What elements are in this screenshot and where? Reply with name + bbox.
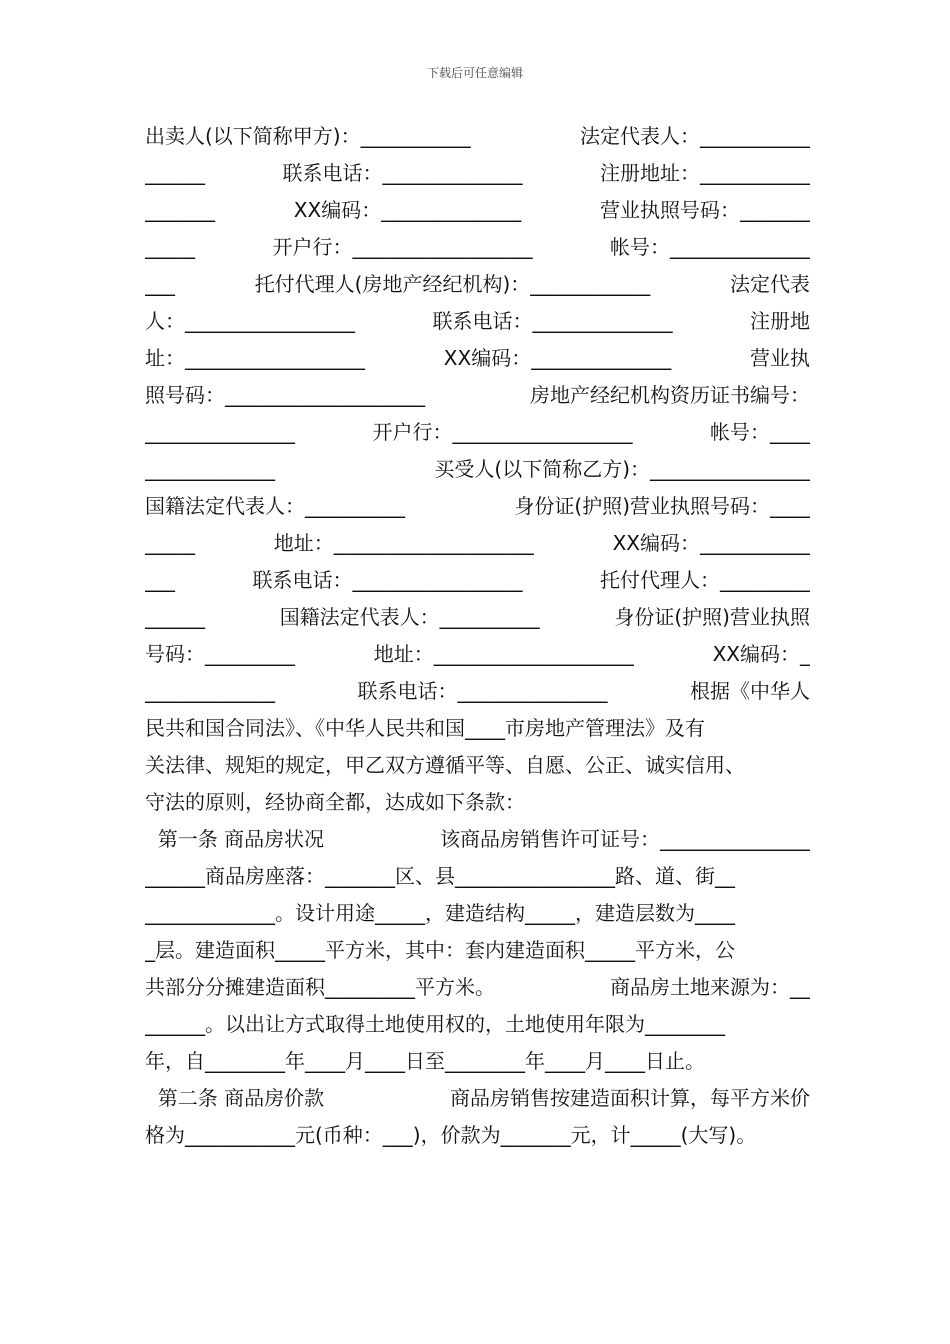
- line-segment: 托付代理人(房地产经纪机构)：____________: [254, 272, 651, 296]
- line-segment: 法定代表: [729, 272, 810, 296]
- contract-line: [145, 1043, 810, 1080]
- line-segment: 商品房销售按建造面积计算，每平方米价: [450, 1086, 810, 1110]
- line-segment: 地址：____________________: [373, 642, 634, 666]
- line-segment: 买受人(以下简称乙方)：________________: [434, 457, 810, 481]
- line-segment: 托付代理人：_________: [600, 568, 810, 592]
- line-segment: XX编码：______________: [293, 198, 522, 222]
- line-segment: 开户行：__________________: [372, 420, 633, 444]
- line-segment: _____________。设计用途_____，建造结构_____，建造层数为____: [145, 901, 735, 925]
- line-segment: 照号码：____________________: [145, 383, 425, 407]
- contract-line: [145, 229, 810, 266]
- contract-line: [145, 488, 810, 525]
- contract-line: [145, 710, 810, 747]
- contract-line: [145, 118, 810, 155]
- page-header-note: 下载后可任意编辑: [426, 66, 523, 80]
- line-segment: 人：_________________: [145, 309, 355, 333]
- line-segment: _____________: [145, 457, 275, 481]
- line-segment: 商品房土地来源为：__: [610, 975, 810, 999]
- contract-line: [145, 932, 810, 969]
- contract-line: [145, 1006, 810, 1043]
- line-segment: 注册地: [750, 309, 810, 333]
- line-segment: 注册地址：___________: [600, 161, 810, 185]
- line-segment: 根据《中华人: [690, 679, 810, 703]
- line-segment: ___: [145, 568, 175, 592]
- line-segment: 身份证(护照)营业执照: [614, 605, 810, 629]
- contract-line: [145, 562, 810, 599]
- contract-line: [145, 636, 810, 673]
- line-segment: _____: [145, 235, 195, 259]
- line-segment: 法定代表人：___________: [580, 124, 810, 148]
- contract-line: [145, 155, 810, 192]
- line-segment: 第一条 商品房状况: [145, 827, 325, 851]
- contract-line: [145, 266, 810, 303]
- line-segment: 开户行：__________________: [272, 235, 533, 259]
- line-segment: 联系电话：______________: [432, 309, 673, 333]
- line-segment: 号码：_________: [145, 642, 295, 666]
- line-segment: ______: [145, 605, 205, 629]
- contract-line: [145, 673, 810, 710]
- contract-line: [145, 1080, 810, 1117]
- line-segment: 营业执: [750, 346, 810, 370]
- contract-line: [145, 377, 810, 414]
- contract-line: [145, 858, 810, 895]
- line-segment: 格为___________元(币种：___)，价款为_______元，计_____(大写)。: [145, 1123, 757, 1147]
- line-segment: 身份证(护照)营业执照号码：____: [514, 494, 810, 518]
- line-segment: ___: [145, 272, 175, 296]
- contract-line: [145, 1117, 810, 1154]
- line-segment: 联系电话：_______________: [357, 679, 608, 703]
- contract-line: [145, 451, 810, 488]
- line-segment: _层。建造面积_____平方米，其中：套内建造面积_____平方米，公: [145, 938, 735, 962]
- line-segment: 营业执照号码：_______: [600, 198, 810, 222]
- line-segment: 共部分分摊建造面积_________平方米。: [145, 975, 495, 999]
- contract-body: [145, 118, 810, 1154]
- contract-line: [145, 192, 810, 229]
- line-segment: 年，自________年____月____日至________年____月____日止。: [145, 1049, 705, 1073]
- line-segment: 国籍法定代表人：__________: [279, 605, 540, 629]
- contract-line: [145, 340, 810, 377]
- line-segment: _______________: [145, 420, 295, 444]
- line-segment: 联系电话：_________________: [252, 568, 523, 592]
- line-segment: 帐号：______________: [610, 235, 810, 259]
- line-segment: XX编码：___________: [612, 531, 810, 555]
- contract-line: [145, 599, 810, 636]
- line-segment: 联系电话：______________: [282, 161, 523, 185]
- contract-line: [145, 525, 810, 562]
- line-segment: 关法律、规矩的规定，甲乙双方遵循平等、自愿、公正、诚实信用、: [145, 753, 745, 777]
- line-segment: ______: [145, 161, 205, 185]
- line-segment: 址：__________________: [145, 346, 365, 370]
- line-segment: _____________: [145, 679, 275, 703]
- line-segment: 第二条 商品房价款: [145, 1086, 325, 1110]
- line-segment: _____: [145, 531, 195, 555]
- line-segment: 出卖人(以下简称甲方)：___________: [145, 124, 471, 148]
- line-segment: 守法的原则，经协商全都，达成如下条款：: [145, 790, 525, 814]
- line-segment: 该商品房销售许可证号：_______________: [440, 827, 810, 851]
- contract-line: [145, 821, 810, 858]
- contract-line: [145, 414, 810, 451]
- line-segment: 地址：____________________: [273, 531, 534, 555]
- line-segment: 民共和国合同法》、《中华人民共和国____市房地产管理法》及有: [145, 716, 705, 740]
- contract-line: [145, 895, 810, 932]
- line-segment: 房地产经纪机构资历证书编号：: [530, 383, 810, 407]
- line-segment: XX编码：______________: [443, 346, 672, 370]
- line-segment: ______。以出让方式取得土地使用权的，土地使用年限为________: [145, 1012, 725, 1036]
- contract-line: [145, 969, 810, 1006]
- line-segment: 国籍法定代表人：__________: [145, 494, 405, 518]
- line-segment: XX编码：_: [712, 642, 810, 666]
- line-segment: 帐号：____: [710, 420, 810, 444]
- line-segment: _______: [145, 198, 215, 222]
- line-segment: ______商品房座落：_______区、县________________路、道、街__: [145, 864, 735, 888]
- contract-line: [145, 747, 810, 784]
- contract-line: [145, 784, 810, 821]
- contract-line: [145, 303, 810, 340]
